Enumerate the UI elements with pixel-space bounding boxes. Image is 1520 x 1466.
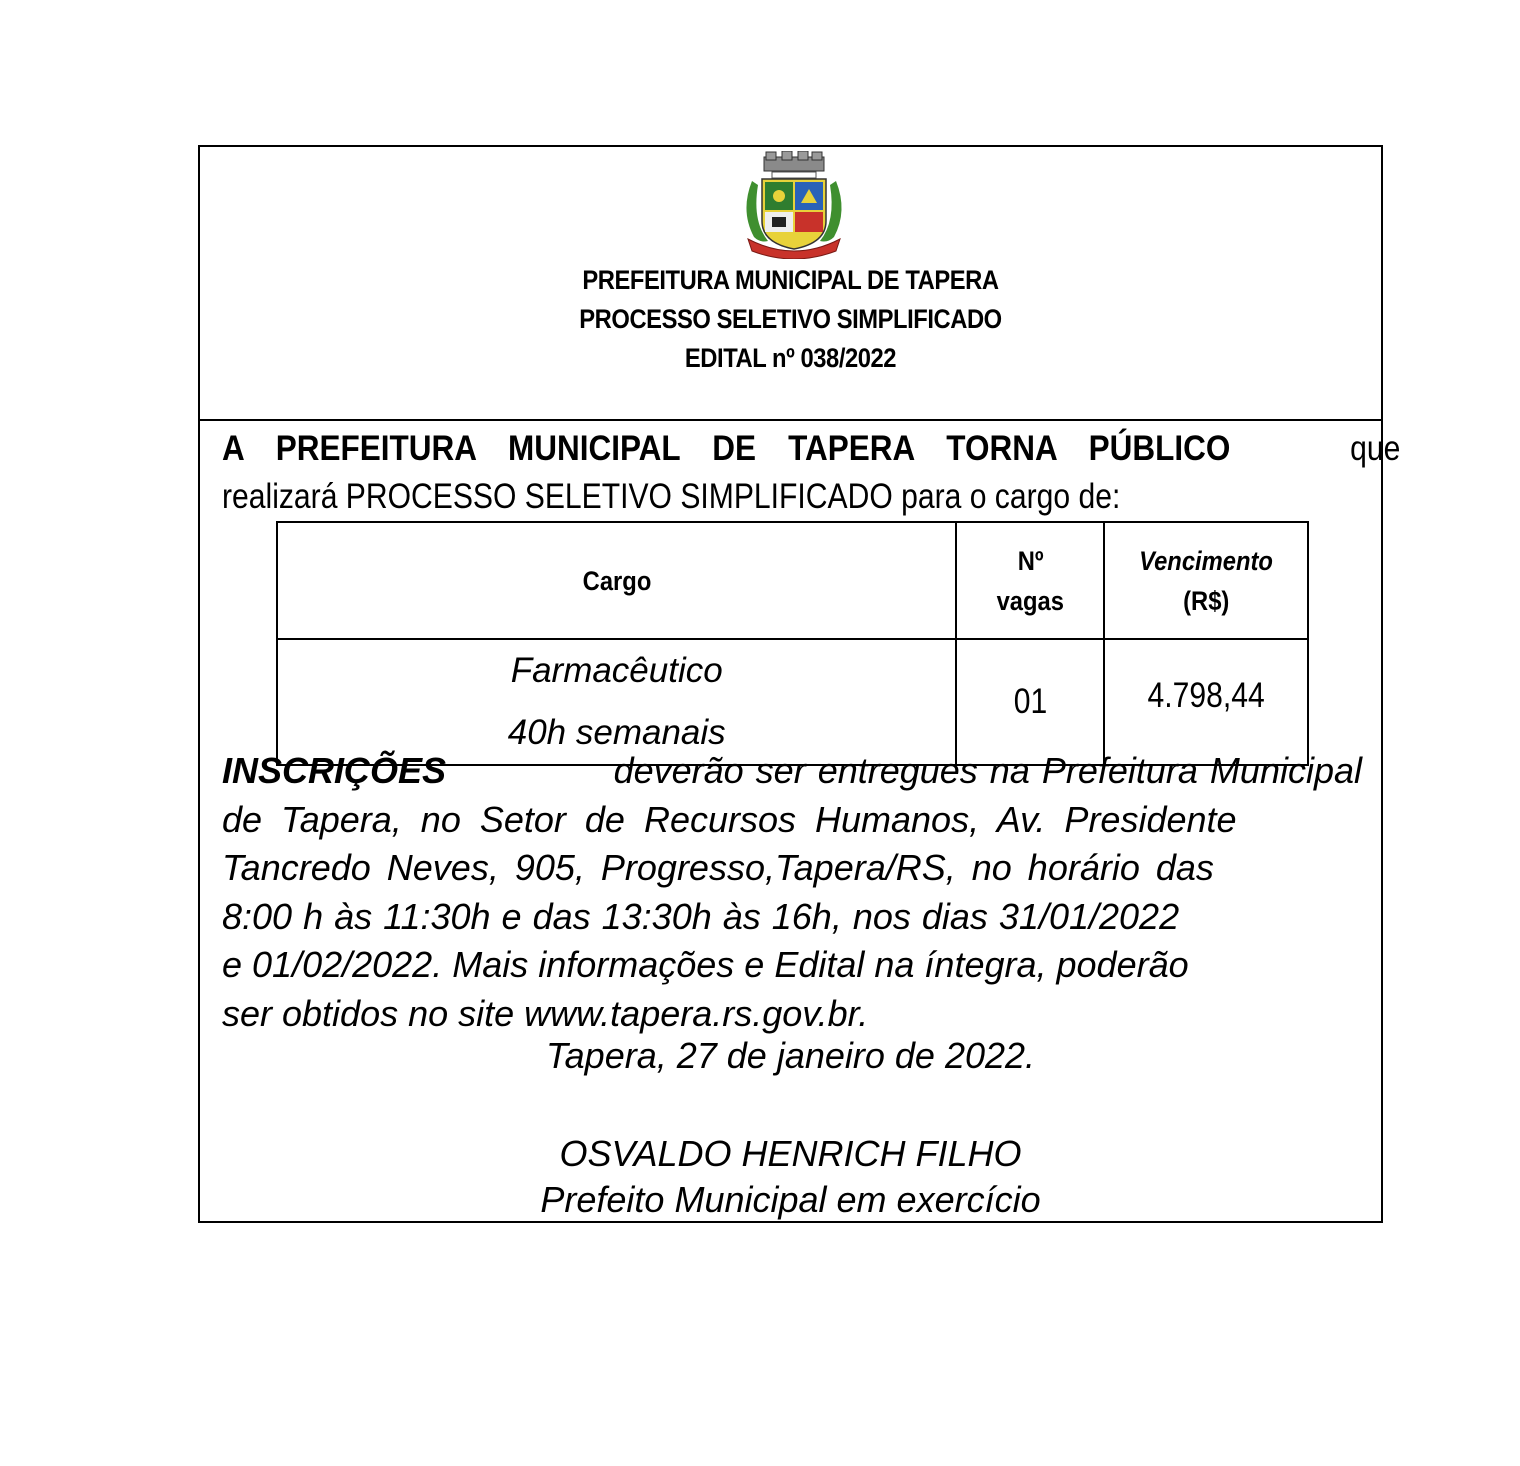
cargo-name: Farmacêutico bbox=[510, 651, 723, 690]
coat-of-arms-icon bbox=[738, 151, 850, 259]
header-vagas-line2: vagas bbox=[996, 585, 1064, 616]
body-line5: e 01/02/2022. Mais informações e Edital na íntegra, poderão bbox=[222, 944, 1189, 985]
vencimento-value: 4.798,44 bbox=[1147, 676, 1265, 715]
header-section bbox=[200, 147, 1381, 421]
intro-line2: realizará PROCESSO SELETIVO SIMPLIFICADO para o cargo de: bbox=[222, 477, 1121, 516]
signer-name: OSVALDO HENRICH FILHO bbox=[559, 1133, 1022, 1174]
body-line2: de Tapera, no Setor de Recursos Humanos, Av. Presidente bbox=[222, 798, 1237, 840]
positions-table bbox=[276, 521, 1309, 766]
header-vagas-line1: Nº bbox=[1017, 545, 1044, 576]
body-line3: Tancredo Neves, 905, Progresso,Tapera/RS, no horário das bbox=[222, 847, 1214, 888]
closing-date: Tapera, 27 de janeiro de 2022. bbox=[545, 1035, 1036, 1076]
header-cargo bbox=[277, 522, 956, 639]
header-vencimento bbox=[1104, 522, 1308, 639]
intro-tail: que bbox=[1350, 429, 1401, 468]
body-line4: 8:00 h às 11:30h e das 13:30h às 16h, nos dias 31/01/2022 bbox=[222, 895, 1180, 937]
header-vencimento-line2: (R$) bbox=[1182, 585, 1230, 616]
header-vagas bbox=[956, 522, 1104, 639]
signer-role: Prefeito Municipal em exercício bbox=[540, 1179, 1041, 1220]
intro-paragraph bbox=[222, 425, 1401, 521]
header-title-processo: PROCESSO SELETIVO SIMPLIFICADO bbox=[579, 304, 1002, 334]
table-header-row bbox=[277, 522, 1308, 639]
header-title-prefeitura: PREFEITURA MUNICIPAL DE TAPERA bbox=[582, 265, 999, 295]
document-frame bbox=[198, 145, 1401, 1223]
inscricoes-paragraph bbox=[222, 747, 1362, 1038]
vagas-value: 01 bbox=[1013, 682, 1048, 721]
header-vencimento-line1: Vencimento bbox=[1139, 545, 1273, 576]
inscricoes-bold: INSCRIÇÕES bbox=[222, 750, 447, 791]
header-cargo-text: Cargo bbox=[582, 565, 652, 596]
intro-bold-text: A PREFEITURA MUNICIPAL DE TAPERA TORNA PÚBLICO bbox=[222, 429, 1231, 468]
cargo-hours: 40h semanais bbox=[507, 713, 726, 752]
header-title-edital: EDITAL nº 038/2022 bbox=[684, 343, 897, 373]
intro-bold bbox=[222, 425, 1342, 473]
body-line6: ser obtidos no site www.tapera.rs.gov.br. bbox=[222, 992, 869, 1034]
body-line1: deverão ser entregues na Prefeitura Municipal bbox=[613, 750, 1362, 791]
